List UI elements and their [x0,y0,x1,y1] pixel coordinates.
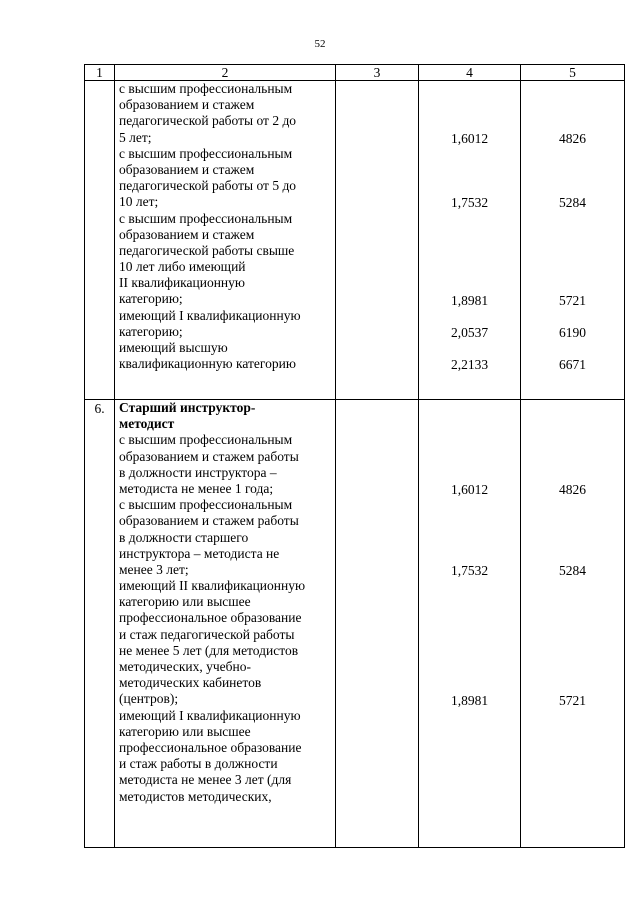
description-line: 5 лет; [119,129,152,145]
position-title: методист [119,416,175,432]
position-description [115,81,336,400]
position-title: Старший инструктор- [119,400,256,415]
salary-table [84,64,625,848]
description-line: педагогической работы свыше [119,242,295,258]
description-line: в должности инструктора – [119,464,277,480]
description-line: категорию или высшее [119,723,251,739]
description-line: имеющий II квалификационную [119,578,306,594]
salary-cell [521,400,625,848]
description-line: и стаж педагогической работы [119,626,295,642]
salary-value: 5284 [559,563,586,578]
description-line: методистов методических, [119,788,272,804]
row-index: 6. [85,400,115,848]
description-line: категорию; [119,323,183,339]
description-line: образованием и стажем работы [119,513,299,529]
description-line: профессиональное образование [119,739,302,755]
description-line: и стаж работы в должности [119,756,278,772]
coefficient-value: 1,8981 [450,692,489,708]
description-line: менее 3 лет; [119,561,189,577]
description-line: образованием и стажем [119,97,255,113]
row-index [85,81,115,400]
description-line: методических, учебно- [119,659,251,674]
coefficient-value: 2,0537 [450,325,489,340]
salary-value: 4826 [559,130,586,146]
description-line: с высшим профессиональным [119,497,293,513]
salary-value: 5284 [559,195,586,211]
description-line: 10 лет; [119,194,159,210]
coefficient-value: 1,7532 [450,195,489,211]
description-line: методиста не менее 3 лет (для [119,772,292,788]
description-line: с высшим профессиональным [119,81,293,96]
column-3-cell [336,81,419,400]
header-col-3: 3 [336,65,419,81]
coefficient-cell [419,81,521,400]
position-description [115,400,336,848]
description-line: категорию; [119,291,183,307]
description-line: с высшим профессиональным [119,210,293,226]
description-line: в должности старшего [119,529,249,545]
table-header-row [85,65,625,81]
description-line: инструктора – методиста не [119,545,280,561]
description-line: имеющий высшую [119,340,228,355]
description-line: II квалификационную [119,275,245,291]
description-line: с высшим профессиональным [119,432,293,448]
description-line: квалификационную категорию [119,356,296,372]
coefficient-value: 1,7532 [450,563,489,578]
coefficient-value: 1,8981 [450,292,489,308]
description-line: 10 лет либо имеющий [119,259,246,275]
salary-value: 5721 [559,692,586,708]
header-col-1: 1 [85,65,115,81]
description-line: образованием и стажем [119,226,255,242]
column-3-cell [336,400,419,848]
salary-value: 6671 [559,357,586,373]
description-line: методических кабинетов [119,675,262,691]
description-line: методиста не менее 1 года; [119,480,274,496]
coefficient-cell [419,400,521,848]
salary-cell [521,81,625,400]
description-line: профессиональное образование [119,610,302,626]
description-line: категорию или высшее [119,594,251,610]
table-body [85,81,625,848]
description-line: образованием и стажем работы [119,448,299,464]
description-line: педагогической работы от 2 до [119,113,297,129]
description-line: имеющий I квалификационную [119,707,301,723]
description-line: не менее 5 лет (для методистов [119,642,299,658]
description-line: (центров); [119,691,179,707]
table-row [85,81,625,400]
description-line: образованием и стажем [119,161,255,177]
description-line: имеющий I квалификационную [119,307,301,323]
coefficient-value: 2,2133 [450,357,489,373]
description-line: с высшим профессиональным [119,145,293,161]
salary-value: 4826 [559,482,586,497]
page-number: 52 [314,38,326,50]
salary-value: 6190 [559,325,586,340]
salary-value: 5721 [559,292,586,308]
coefficient-value: 1,6012 [450,130,489,146]
header-col-2: 2 [115,65,336,81]
description-line: педагогической работы от 5 до [119,178,297,194]
header-col-5: 5 [521,65,625,81]
header-col-4: 4 [419,65,521,81]
coefficient-value: 1,6012 [450,482,489,497]
table-row [85,400,625,848]
